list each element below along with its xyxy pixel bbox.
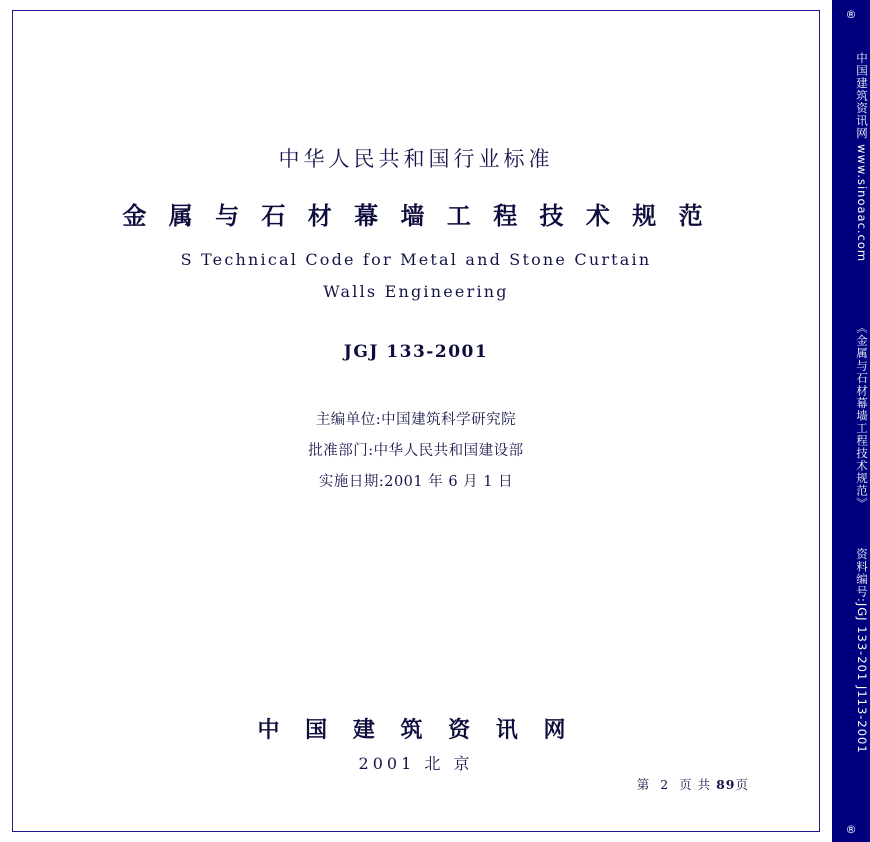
document-standard-category: 中华人民共和国行业标准 [278,147,554,171]
registered-trademark-icon-bottom: ® [845,823,857,836]
footer-page-number: 2 [660,777,670,792]
footer-total-pages: 89 [716,777,736,792]
document-code-number: JGJ 133-2001 [343,342,489,362]
document-metadata [13,405,819,498]
footer-mid: 页 共 [679,777,712,792]
sidebar-document-id-text: 资料编号:JGJ 133-201 J113-2001 [855,548,869,754]
page-footer [637,775,749,793]
metadata-chief-editor: 主编单位:中国建筑科学研究院 [315,412,517,428]
page-border [12,10,820,832]
metadata-approval-department: 批准部门:中华人民共和国建设部 [308,443,524,459]
page-content [13,11,819,831]
document-publication-year-place: 2001 北 京 [358,754,474,773]
document-publisher: 中 国 建 筑 资 讯 网 [257,717,575,743]
sidebar-document-title-text: 《金属与石材幕墙工程技术规范》 [855,322,869,510]
document-title: 金 属 与 石 材 幕 墙 工 程 技 术 规 范 [122,201,710,230]
sidebar-website-text: 中国建筑资讯网 www.sinoaac.com [855,52,869,263]
registered-trademark-icon-top: ® [845,8,857,21]
sidebar-column [832,0,870,842]
footer-suffix: 页 [735,777,749,792]
document-title-english-line2: Walls Engineering [323,282,509,301]
watermark-sidebar [832,0,870,842]
footer-prefix: 第 [636,777,651,792]
metadata-effective-date: 实施日期:2001 年 6 月 1 日 [318,474,514,490]
document-title-english-line1: S Technical Code for Metal and Stone Curtain [180,250,652,269]
